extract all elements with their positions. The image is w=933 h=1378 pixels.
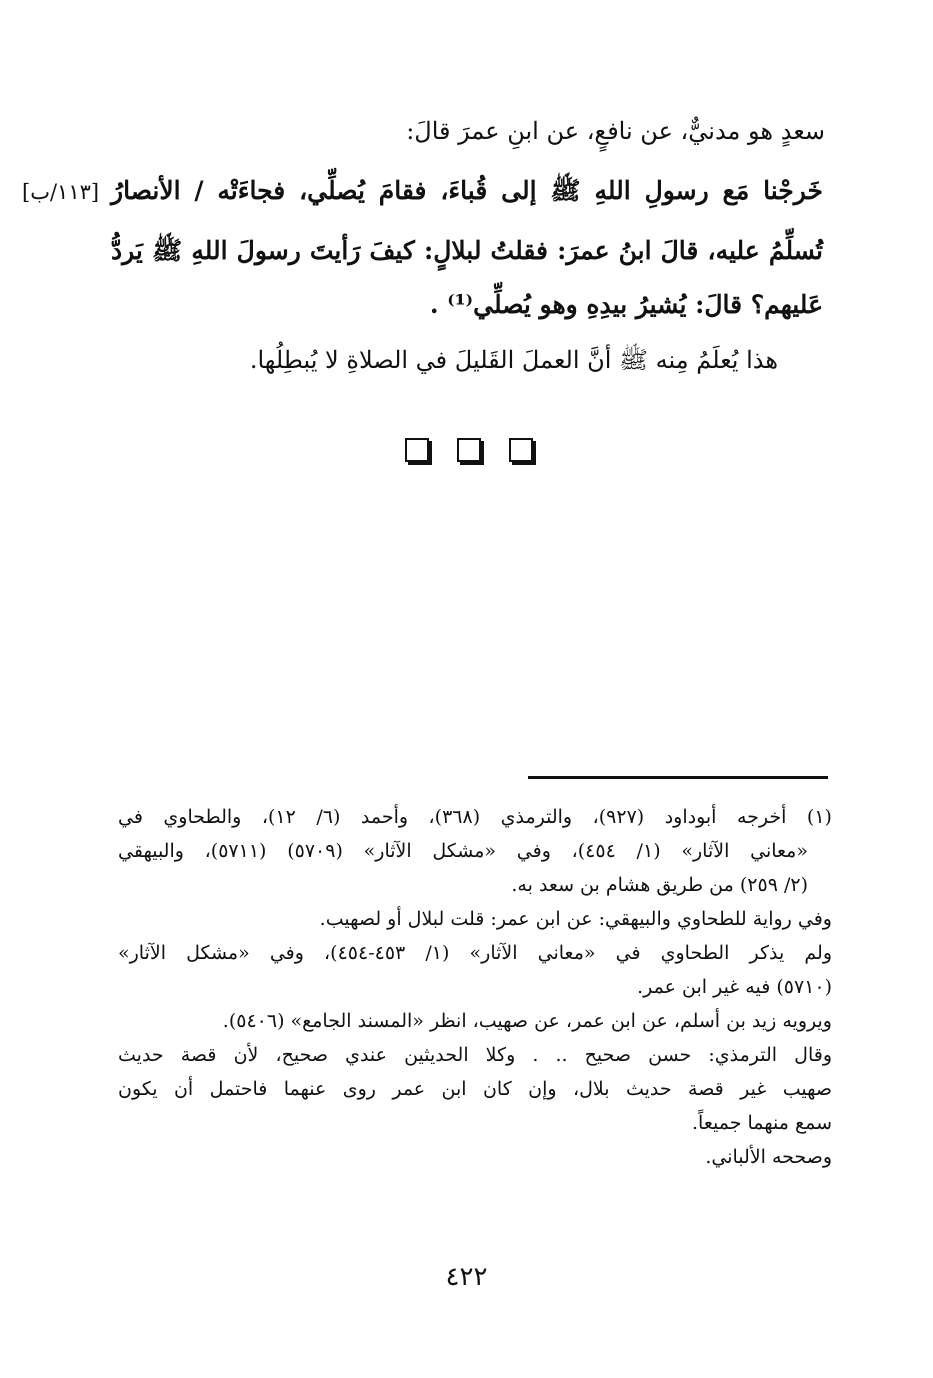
footnote-line: ويرويه زيد بن أسلم، عن ابن عمر، عن صهيب، انظر «المسند الجامع» (٥٤٠٦). bbox=[222, 1010, 832, 1032]
footnote-line: «معاني الآثار» (١/ ٤٥٤)، وفي «مشكل الآثار» (٥٧٠٩) (٥٧١١)، والبيهقي bbox=[118, 840, 808, 862]
footnote-line: صهيب غير قصة حديث بلال، وإن كان ابن عمر روى عنهما فاحتمل أن يكون bbox=[118, 1078, 832, 1100]
footnote-line: ولم يذكر الطحاوي في «معاني الآثار» (١/ ٤٥٣-٤٥٤)، وفي «مشكل الآثار» bbox=[118, 942, 832, 964]
footnotes bbox=[118, 800, 832, 1174]
hadith-line-3: عَليهم؟ قالَ: يُشيرُ بيدِهِ وهو يُصلِّي⁽¹⁾ . bbox=[429, 290, 823, 319]
page-number: ٤٢٢ bbox=[445, 1262, 488, 1292]
footnote-rule bbox=[528, 776, 828, 779]
footnote-line: وفي رواية للطحاوي والبيهقي: عن ابن عمر: قلت لبلال أو لصهيب. bbox=[319, 908, 832, 930]
footnote-line: وقال الترمذي: حسن صحيح .. . وكلا الحديثين عندي صحيح، لأن قصة حديث bbox=[118, 1044, 832, 1066]
hadith-line-1: خَرجْنا مَع رسولِ اللهِ ﷺ إلى قُباءَ، فقامَ يُصلِّي، فجاءَتْه / الأنصارُ bbox=[111, 176, 823, 205]
separator-square-icon bbox=[457, 438, 481, 462]
hadith-line-2: تُسلِّمُ عليه، قالَ ابنُ عمرَ: فقلتُ لبلالٍ: كيفَ رَأيتَ رسولَ اللهِ ﷺ يَردُّ bbox=[111, 236, 823, 265]
footnote-line: وصححه الألباني. bbox=[705, 1146, 832, 1168]
footnote-line: (٥٧١٠) فيه غير ابن عمر. bbox=[637, 976, 832, 998]
separator-square-icon bbox=[509, 438, 533, 462]
footnote-line: (١) أخرجه أبوداود (٩٢٧)، والترمذي (٣٦٨)، وأحمد (٦/ ١٢)، والطحاوي في bbox=[118, 806, 832, 828]
section-separator bbox=[405, 438, 533, 462]
footnote-line: سمع منهما جميعاً. bbox=[692, 1112, 832, 1134]
footnote-line: (٢/ ٢٥٩) من طريق هشام بن سعد به. bbox=[511, 874, 808, 896]
intro-line: سعدٍ هو مدنيٌّ، عن نافعٍ، عن ابنِ عمرَ قالَ: bbox=[406, 117, 825, 145]
separator-square-icon bbox=[405, 438, 429, 462]
commentary-line: هذا يُعلَمُ مِنه ﷺ أنَّ العملَ القَليلَ في الصلاةِ لا يُبطِلُها. bbox=[249, 346, 778, 374]
folio-marker: [١١٣/ب] bbox=[22, 180, 100, 204]
